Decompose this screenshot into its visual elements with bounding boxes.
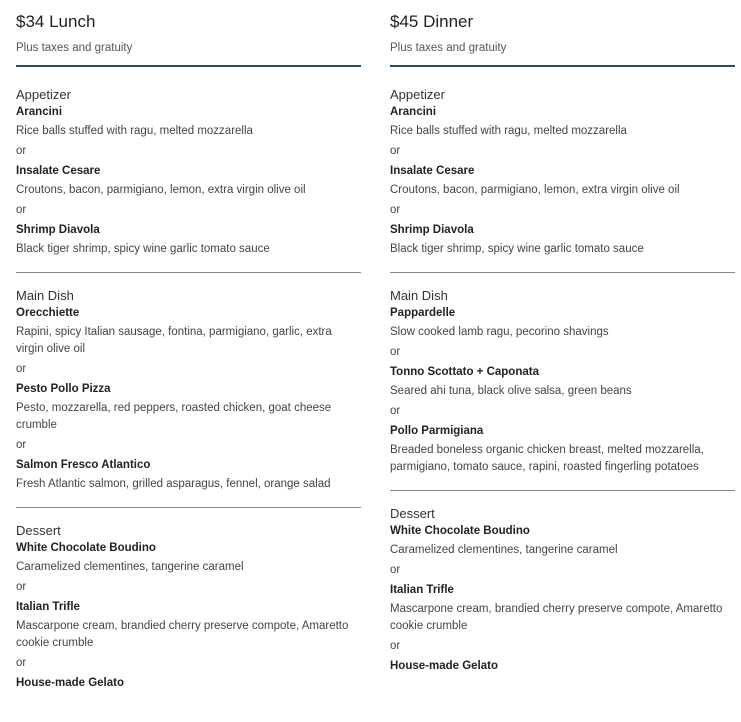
section-divider (390, 272, 735, 273)
accent-divider (390, 65, 735, 67)
item-description: Mascarpone cream, brandied cherry preserve compote, Amaretto cookie crumble (390, 603, 723, 632)
item-description: Pesto, mozzarella, red peppers, roasted chicken, goat cheese crumble (16, 402, 332, 431)
item-name: Insalate Cesare (16, 165, 101, 177)
item-description: Fresh Atlantic salmon, grilled asparagus, fennel, orange salad (16, 478, 331, 490)
section-appetizer (390, 87, 735, 258)
item-description: Rapini, spicy Italian sausage, fontina, parmigiano, garlic, extra virgin olive oil (16, 326, 332, 355)
item-name: Pesto Pollo Pizza (16, 383, 111, 395)
item-name: Shrimp Diavola (16, 224, 100, 236)
item-description: Rice balls stuffed with ragu, melted mozzarella (16, 125, 253, 137)
or-separator: or (16, 204, 27, 216)
section-dessert (390, 506, 735, 674)
item-name: Orecchiette (16, 307, 80, 319)
or-separator: or (16, 581, 27, 593)
or-separator: or (390, 346, 401, 358)
item-description: Black tiger shrimp, spicy wine garlic tomato sauce (16, 243, 270, 255)
section-heading: Dessert (390, 506, 435, 521)
section-heading: Dessert (16, 523, 61, 538)
item-name: Arancini (16, 106, 63, 118)
item-name: Pappardelle (390, 307, 456, 319)
item-name: White Chocolate Boudino (390, 525, 530, 537)
item-name: Salmon Fresco Atlantico (16, 459, 151, 471)
item-description: Caramelized clementines, tangerine caramel (16, 561, 244, 573)
or-separator: or (390, 145, 401, 157)
section-heading: Main Dish (16, 288, 74, 303)
item-description: Slow cooked lamb ragu, pecorino shavings (390, 326, 609, 338)
item-name: Arancini (390, 106, 437, 118)
section-dessert (16, 523, 361, 691)
item-name: Pollo Parmigiana (390, 425, 484, 437)
or-separator: or (16, 145, 27, 157)
or-separator: or (16, 657, 27, 669)
dinner-menu (390, 0, 735, 691)
or-separator: or (390, 640, 401, 652)
item-description: Breaded boneless organic chicken breast, melted mozzarella, parmigiano, tomato sauce, rapini, roasted fingerling potatoes (390, 444, 704, 473)
item-name: Tonno Scottato + Caponata (390, 366, 539, 378)
section-divider (16, 272, 361, 273)
section-heading: Appetizer (16, 87, 71, 102)
accent-divider (16, 65, 361, 67)
item-name: Shrimp Diavola (390, 224, 474, 236)
section-heading: Main Dish (390, 288, 448, 303)
or-separator: or (390, 204, 401, 216)
section-appetizer (16, 87, 361, 258)
item-name: Italian Trifle (16, 601, 80, 613)
item-description: Croutons, bacon, parmigiano, lemon, extra virgin olive oil (390, 184, 680, 196)
menu-title: $45 Dinner (390, 12, 474, 31)
menu-subtitle: Plus taxes and gratuity (390, 42, 507, 54)
item-description: Rice balls stuffed with ragu, melted mozzarella (390, 125, 627, 137)
item-name: House-made Gelato (16, 677, 124, 689)
item-name: Insalate Cesare (390, 165, 475, 177)
item-name: White Chocolate Boudino (16, 542, 156, 554)
or-separator: or (390, 564, 401, 576)
section-divider (16, 507, 361, 508)
section-heading: Appetizer (390, 87, 445, 102)
or-separator: or (16, 439, 27, 451)
item-description: Black tiger shrimp, spicy wine garlic tomato sauce (390, 243, 644, 255)
section-main-dish (390, 288, 735, 476)
section-divider (390, 490, 735, 491)
section-main-dish (16, 288, 361, 493)
lunch-menu (16, 0, 361, 691)
menu-subtitle: Plus taxes and gratuity (16, 42, 133, 54)
item-description: Croutons, bacon, parmigiano, lemon, extra virgin olive oil (16, 184, 306, 196)
or-separator: or (390, 405, 401, 417)
menu-title: $34 Lunch (16, 12, 96, 31)
item-name: Italian Trifle (390, 584, 454, 596)
item-name: House-made Gelato (390, 660, 498, 672)
item-description: Caramelized clementines, tangerine caramel (390, 544, 618, 556)
item-description: Mascarpone cream, brandied cherry preserve compote, Amaretto cookie crumble (16, 620, 349, 649)
item-description: Seared ahi tuna, black olive salsa, green beans (390, 385, 632, 397)
or-separator: or (16, 363, 27, 375)
